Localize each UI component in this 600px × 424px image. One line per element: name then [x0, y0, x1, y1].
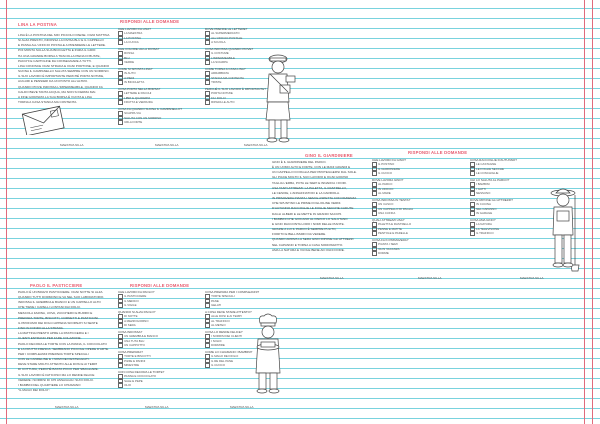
- answer-label: IL GIARDINIERE: [378, 166, 400, 171]
- envelope-icon: [20, 105, 66, 135]
- answer-label: LE FOGLIE SECCHE: [476, 166, 504, 171]
- rule-line: [0, 408, 600, 409]
- answer-label: IL TRAFFICO: [476, 231, 494, 236]
- answer-option: [118, 80, 213, 85]
- answer-label: IN AUTO: [124, 71, 136, 76]
- story-line: LA MATTINA PRESTO APRE LA PASTICCERIA E I: [18, 331, 89, 336]
- checkbox[interactable]: [205, 80, 210, 85]
- question-block: [118, 27, 213, 45]
- question-text: COSA INDOSSA?: [118, 330, 143, 334]
- postwoman-illustration: [258, 50, 298, 145]
- answer-label: ALLE DOSI E AI TEMPI: [211, 314, 242, 319]
- answer-label: L'IMPERMEABILE: [211, 55, 235, 60]
- answer-label: IL MAGO DEI DOLCI: [211, 354, 239, 359]
- checkbox[interactable]: [470, 191, 475, 196]
- answer-label: LA NATURA: [476, 222, 492, 227]
- answer-label: PENNE E MATITE: [378, 226, 402, 231]
- question-text: COSA INDOSSA IN TESTA?: [372, 198, 411, 202]
- answer-label: IL COSTUME: [211, 51, 229, 56]
- checkbox[interactable]: [372, 191, 377, 196]
- answer-label: LA MAESTRA: [124, 31, 143, 36]
- story-line: LINA È LA POSTINA DEL MIO PICCOLO PAESE. OGNI MATTINA: [18, 33, 110, 37]
- question-text: COSA RACCOGLIE D'AUTUNNO?: [470, 158, 517, 162]
- question-block: [118, 67, 213, 85]
- story-line: LE CESOIE, L'ANNAFFIATOIO E LA CARRIOLA.: [272, 190, 340, 195]
- answer-label: PIANTA I SEMI: [378, 242, 398, 247]
- question-text: COSA PREPARA?: [118, 350, 143, 354]
- answer-label: A PIEDI: [124, 75, 135, 80]
- checkbox[interactable]: [118, 363, 123, 368]
- answer-label: IN BICICLETTA: [124, 80, 145, 85]
- question-block: [470, 158, 565, 176]
- question-text: COSA PORTA NELLA BORSA?: [118, 87, 161, 91]
- answer-label: UN CAPPOTTO: [124, 343, 145, 348]
- checkbox[interactable]: [118, 40, 123, 45]
- checkbox[interactable]: [118, 80, 123, 85]
- section-title-paolo: PAOLO IL PASTICCIERE: [30, 283, 83, 288]
- answer-label: VERDE: [124, 60, 135, 65]
- footer-paolo-left: MAESTRA NILLA: [55, 405, 79, 409]
- answer-label: NEL CAPANNO: [476, 206, 497, 211]
- answer-label: I SORRISI DEI CLIENTI: [211, 334, 243, 339]
- rule-line: [0, 418, 600, 419]
- rule-line: [0, 398, 600, 399]
- story-line: CHE TIENE I CAPELLI LONTANI DAI DOLCI.: [18, 305, 81, 310]
- story-line: DI COTTURA, PERCHÉ BASTA POCO PER SBAGLIARE.: [18, 367, 99, 372]
- checkbox[interactable]: [118, 383, 123, 388]
- story-line: CLIENTI ENTRANO PER FARE COLAZIONE.: [18, 336, 82, 341]
- story-line: E LA FRUTTA FRESCA: SEMBRANO PICCOLE OPERE D'ARTE.: [18, 346, 109, 351]
- story-line: IN PRIMAVERA PIANTA I SEMI E ASPETTA CON PAZIENZA: [272, 196, 357, 201]
- story-line: MESCOLA FARINA, UOVA, ZUCCHERO E BURRO E: [18, 310, 93, 315]
- story-line: USA TANTI ATTREZZI: LA PALETTA, IL RASTRELLO,: [272, 185, 347, 190]
- answer-option: [118, 363, 213, 368]
- rule-line: [0, 288, 600, 289]
- question-text: QUALI ATTREZZI USA?: [372, 218, 405, 222]
- question-block: [118, 310, 213, 328]
- question-text: PERCHÉ IL SUO LAVORO È IMPORTANTE?: [205, 87, 266, 91]
- answer-label: PENTOLE E PADELLE: [378, 231, 408, 236]
- answer-label: LA TELEVISIONE: [476, 226, 500, 231]
- story-line: LINA CONOSCE OGNI STRADA E OGNI PORTONE, E QUANDO: [18, 63, 110, 68]
- story-line: E PASSA ALL'UFFICIO POSTALE A PRENDERE LE LETTERE.: [18, 43, 106, 48]
- answer-label: GELATI: [211, 303, 222, 308]
- story-line: INDOSSA IL GREMBIULE BIANCO E UN CAPPELLO ALTO: [18, 300, 101, 305]
- answer-label: AL TRAFFICO: [211, 318, 230, 323]
- footer-gino-mid: MAESTRA NILLA: [418, 276, 442, 280]
- checkbox[interactable]: [118, 343, 123, 348]
- margin-line-right-b: [592, 0, 593, 424]
- question-text: DOVE RIPONE GLI ATTREZZI?: [470, 198, 513, 202]
- story-line: FIORITO E BELLISSIMO DA VEDERE.: [272, 232, 327, 237]
- rule-line: [0, 278, 600, 279]
- story-line: I BAMBINI DEL QUARTIERE LO CHIAMANO: [18, 382, 81, 387]
- answer-label: LA CUOCA: [124, 40, 139, 45]
- rule-line: [0, 268, 600, 269]
- story-line: DEVE STARE MOLTO ATTENTO ALLE DOSI E AI TEMPI: [18, 362, 98, 367]
- story-line: A FINE GIORNATA LA SUA BORSA È VUOTA E LINA: [18, 94, 92, 99]
- answer-label: AL METEO: [211, 323, 226, 328]
- story-line: IL PROFUMO DEI DOLCI APPENA SFORNATI SI SENTE: [18, 320, 98, 325]
- answer-option: [118, 323, 213, 328]
- story-line: AMA LA NATURA E VUOLE BENE AD OGNI FIORE.: [272, 247, 345, 252]
- story-line: TAGLIA L'ERBA, POTA LE SIEPI E INNAFFIA I FIORI.: [272, 180, 347, 185]
- checkbox[interactable]: [372, 211, 377, 216]
- question-text: COSA LO RENDE FELICE?: [205, 330, 243, 334]
- answer-label: DORMIRE: [211, 343, 225, 348]
- question-block: [118, 47, 213, 65]
- question-block: [372, 238, 467, 256]
- story-line: D'AUTUNNO RACCOGLIE LE FOGLIE SECCHE CADUTE: [272, 206, 354, 211]
- story-line: GRAZIE A LUI IL PARCO È SEMPRE PULITO,: [272, 227, 337, 232]
- questions-title-paolo: RISPONDI ALLE DOMANDE: [130, 283, 190, 288]
- answer-label: IL PASTICCIERE: [124, 294, 147, 299]
- checkbox[interactable]: [118, 120, 123, 125]
- question-text: CHE COLORE HA LA DIVISA?: [118, 47, 160, 51]
- story-paolo: [18, 290, 109, 393]
- story-line: QUANDO ARRIVA LA SERA GINO RIPONE GLI ATTREZZI: [272, 237, 354, 242]
- story-line: NEL CAPANNO E TORNA A CASA SODDISFATTO.: [272, 242, 344, 247]
- answer-label: FRUTTA E VERDURA: [124, 100, 153, 105]
- answer-label: AL SUPERMERCATO: [211, 31, 240, 36]
- question-block: [372, 178, 467, 196]
- answer-label: I BAMBINI: [476, 182, 490, 187]
- story-line: POI MONTA SULLA SUA BICICLETTA E INIZIA IL GIRO:: [18, 48, 97, 53]
- answer-option: [118, 303, 213, 308]
- question-text: COME LO CHIAMANO I BAMBINI?: [205, 350, 253, 354]
- answer-label: TORTE E BISCOTTI: [124, 354, 151, 359]
- question-text: COSA PREPARA PER I COMPLEANNI?: [205, 290, 260, 294]
- pastry-chef-illustration: [248, 313, 288, 395]
- answer-label: IL CUOCO: [378, 171, 392, 176]
- rule-line: [0, 138, 600, 139]
- answer-label: I SOLDI: [211, 338, 222, 343]
- rule-line: [0, 108, 600, 109]
- question-block: [118, 350, 213, 368]
- question-block: [372, 158, 467, 176]
- answer-label: ROSSA: [124, 51, 135, 56]
- questions-title-lina: RISPONDI ALLE DOMANDE: [120, 19, 180, 24]
- story-line: CON LE CANDELINE E I NOMI DEI FESTEGGIATI.: [18, 357, 90, 362]
- question-block: [372, 198, 467, 216]
- story-line: CALDO BEVE TANTA ACQUA, MA NON SI FERMA MAI.: [18, 89, 97, 94]
- story-gino: [272, 160, 357, 253]
- question-block: [118, 107, 213, 125]
- answer-label: IL RE DEL PANE: [211, 358, 233, 363]
- story-lina: [18, 33, 109, 105]
- checkbox[interactable]: [205, 323, 210, 328]
- question-text: CHE LAVORO FA GINO?: [372, 158, 406, 162]
- checkbox[interactable]: [118, 303, 123, 308]
- checkbox[interactable]: [118, 323, 123, 328]
- checkbox[interactable]: [205, 343, 210, 348]
- answer-label: PORTA NOTIZIE: [211, 91, 233, 96]
- question-text: CON COSA DECORA LE TORTE?: [118, 370, 165, 374]
- question-block: [118, 370, 213, 388]
- question-text: CHE LAVORO FA PAOLO?: [118, 290, 155, 294]
- answer-label: OLIO: [124, 383, 132, 388]
- footer-lina-left: MAESTRA NILLA: [60, 143, 84, 147]
- answer-option: [118, 343, 213, 348]
- answer-label: UNA TUTA BLU: [124, 338, 145, 343]
- answer-label: I GATTI: [476, 186, 486, 191]
- answer-label: TRISTE: [211, 80, 222, 85]
- answer-label: A SCUOLA: [211, 40, 226, 45]
- question-text: COSA AMA GINO?: [470, 218, 496, 222]
- answer-option: [118, 40, 213, 45]
- question-block: [372, 218, 467, 236]
- checkbox[interactable]: [205, 40, 210, 45]
- answer-label: ARRABBIATA: [211, 71, 229, 76]
- answer-label: ALL'UFFICIO POSTALE: [211, 35, 243, 40]
- story-line: GINO È IL GIARDINIERE DEL PARCO.: [272, 160, 327, 164]
- answer-label: VA IN VACANZA: [378, 246, 400, 251]
- story-line: PREPARA TORTE, BISCOTTI, CORNETTI E PASTICCINI.: [18, 315, 99, 320]
- story-line: SUONA IL CAMPANELLO SALUTA SEMPRE CON UN SORRISO.: [18, 69, 110, 74]
- question-text: COSA INDOSSA QUANDO PIOVE?: [205, 47, 254, 51]
- answer-label: PANNA E CIOCCOLATO: [124, 374, 157, 379]
- checkbox[interactable]: [205, 303, 210, 308]
- margin-line-left: [6, 0, 7, 424]
- question-text: DOVE PRENDE LE LETTERE?: [205, 27, 248, 31]
- answer-label: LA POSTINA: [124, 35, 141, 40]
- answer-label: IL CUOCO: [211, 363, 225, 368]
- answer-option: [205, 303, 300, 308]
- checkbox[interactable]: [205, 60, 210, 65]
- story-line: GLI PIACE MOLTO IL SUO LAVORO E OGNI GIORNO: [272, 175, 349, 180]
- answer-label: AL MARE: [378, 191, 391, 196]
- margin-line-right-a: [584, 0, 585, 424]
- question-text: COME TORNA A CASA LINA?: [205, 67, 246, 71]
- story-line: PAOLO È UN BRAVO PASTICCIERE. OGNI NOTTE SI ALZA: [18, 290, 103, 294]
- answer-label: PANE: [211, 298, 219, 303]
- answer-option: [372, 171, 467, 176]
- story-line: È UN UOMO ALTO E FORTE, CON LE MANI GRANDI E: [272, 165, 351, 170]
- answer-label: LETTERE E PACCHI: [124, 91, 152, 96]
- answer-label: FA I DOLCI: [211, 95, 226, 100]
- question-block: [118, 87, 213, 105]
- question-block: [118, 290, 213, 308]
- checkbox[interactable]: [470, 231, 475, 236]
- story-line: PACCHI E CARTOLINE DA CONSEGNARE A TUTTI.: [18, 58, 92, 63]
- answer-label: URLA FORTE: [124, 120, 143, 125]
- rule-line: [0, 8, 600, 9]
- answer-label: DI NOTTE: [124, 314, 138, 319]
- question-text: QUANDO SI ALZA PAOLO?: [118, 310, 156, 314]
- answer-label: IN GARAGE: [476, 211, 493, 216]
- answer-option: [372, 231, 467, 236]
- answer-label: UN CASCO: [378, 202, 394, 207]
- footer-lina-mid: MAESTRA NILLA: [155, 143, 179, 147]
- story-line: PER I COMPLEANNI PREPARA TORTE SPECIALI: [18, 351, 89, 356]
- checkbox[interactable]: [372, 251, 377, 256]
- story-line: TORNA A CASA STANCA MA CONTENTA.: [18, 100, 78, 105]
- answer-label: AL PARCO: [378, 182, 393, 187]
- footer-paolo-right: MAESTRA NILLA: [230, 405, 254, 409]
- story-line: QUANDO PIOVE INDOSSA L'IMPERMEABILE, QUANDO FA: [18, 84, 103, 89]
- answer-option: [372, 251, 467, 256]
- question-block: [205, 27, 300, 45]
- answer-label: IL VIGILE: [124, 303, 137, 308]
- answer-label: DORME: [378, 251, 389, 256]
- section-title-gino: GINO IL GIARDINIERE: [305, 153, 353, 158]
- story-line: IL SUO LAVORO È IMPORTANTE PERCHÉ PORTA NOTIZIE,: [18, 74, 105, 79]
- checkbox[interactable]: [470, 211, 475, 216]
- answer-label: LE CASTAGNE: [476, 162, 497, 167]
- answer-option: [118, 383, 213, 388]
- answer-label: SCAPPA VIA: [124, 111, 141, 116]
- answer-label: UNA CUFFIA: [378, 211, 396, 216]
- answer-label: IL MEDICO: [124, 298, 139, 303]
- answer-label: STANCA MA CONTENTA: [211, 75, 244, 80]
- question-block: [118, 330, 213, 348]
- answer-option: [372, 191, 467, 196]
- question-text: A COSA DEVE STARE ATTENTO?: [205, 310, 252, 314]
- answer-option: [118, 120, 213, 125]
- section-title-lina: LINA LA POSTINA: [18, 22, 57, 27]
- answer-option: [372, 211, 467, 216]
- story-line: QUANDO TUTTI DORMONO E VA NEL SUO LABORATORIO.: [18, 295, 105, 300]
- story-line: VEDERE I SORRISI DI CHI ASSAGGIA I SUOI DOLCI.: [18, 377, 94, 382]
- checkbox[interactable]: [205, 100, 210, 105]
- answer-label: DI SERA: [124, 323, 136, 328]
- checkbox[interactable]: [470, 171, 475, 176]
- story-line: CHE SPUNTINO LE PRIME FOGLIOLINE VERDI.: [272, 201, 342, 206]
- answer-label: PALETTA E RASTRELLO: [378, 222, 412, 227]
- rule-line: [0, 18, 600, 19]
- answer-label: LE CONCHIGLIE: [476, 171, 499, 176]
- answer-label: NESSUNO: [476, 191, 491, 196]
- question-text: COSA FA IN PRIMAVERA?: [372, 238, 409, 242]
- rule-line: [0, 148, 600, 149]
- footer-lina-right: MAESTRA NILLA: [244, 143, 268, 147]
- answer-label: MINESTRE: [124, 363, 140, 368]
- questions-title-gino: RISPONDI ALLE DOMANDE: [408, 150, 468, 155]
- story-line: SI ALZA PRESTO, INDOSSA LA DIVISA BLU E IL CAPPELLO: [18, 38, 104, 43]
- question-text: CHE LAVORO FA LINA?: [118, 27, 151, 31]
- answer-label: UN GREMBIULE BIANCO: [124, 334, 158, 339]
- story-line: UN CAPPELLO DI PAGLIA PER PROTEGGERSI DAL SOLE.: [272, 170, 357, 175]
- answer-option: [470, 171, 565, 176]
- checkbox[interactable]: [118, 100, 123, 105]
- question-text: COME SI SPOSTA LINA?: [118, 67, 153, 71]
- rule-line: [0, 128, 600, 129]
- answer-label: UN CAPPELLO DI PAGLIA: [378, 206, 414, 211]
- question-text: CHI LO SALUTA AL PARCO?: [470, 178, 510, 182]
- answer-label: SALE E PEPE: [124, 378, 143, 383]
- story-line: FINO IN FONDO ALLA STRADA.: [18, 326, 64, 331]
- answer-label: BLU: [124, 55, 130, 60]
- story-line: PAOLO DECORA LE TORTE CON LA PANNA, IL CIOCCOLATO: [18, 341, 107, 346]
- story-line: HA UNA GRANDE BORSA A TRACOLLA PIENA DI BUSTE,: [18, 53, 101, 58]
- answer-label: A MEZZOGIORNO: [124, 318, 149, 323]
- story-line: E GINO RACCONTA LORO I NOMI DELLE PIANTE.: [272, 221, 345, 226]
- answer-label: PIZZE E PANINI: [124, 358, 146, 363]
- answer-option: [118, 60, 213, 65]
- answer-label: RIPARA LE AUTO: [211, 100, 235, 105]
- answer-label: LIBRI E QUADERNI: [124, 95, 151, 100]
- story-line: "IL MAGO DEI DOLCI".: [18, 387, 51, 392]
- question-text: DOVE LAVORA GINO?: [372, 178, 404, 182]
- story-line: I BAMBINI CHE GIOCANO AL PARCO LO SALUTANO: [272, 216, 348, 221]
- answer-label: IL POSTINO: [378, 162, 395, 167]
- footer-gino-right: MAESTRA NILLA: [520, 276, 544, 280]
- gardener-illustration: [545, 185, 581, 275]
- answer-label: TORTE SPECIALI: [211, 294, 235, 299]
- checkbox[interactable]: [372, 171, 377, 176]
- question-text: COSA FA QUANDO SUONA IL CAMPANELLO?: [118, 107, 183, 111]
- story-line: IL SUO LAVORO È FATICOSO MA LO RENDE FELICE: [18, 372, 95, 377]
- footer-paolo-mid: MAESTRA NILLA: [145, 405, 169, 409]
- footer-gino-left: MAESTRA NILLA: [320, 276, 344, 280]
- answer-label: LA SCIARPA: [211, 60, 228, 65]
- checkbox[interactable]: [205, 363, 210, 368]
- checkbox[interactable]: [118, 60, 123, 65]
- answer-option: [205, 40, 300, 45]
- answer-option: [118, 100, 213, 105]
- answer-label: IN CUCINA: [476, 202, 491, 207]
- answer-label: IN UFFICIO: [378, 186, 394, 191]
- story-line: AUGURI E PENSIERI DA UN POSTO ALL'ALTRO.: [18, 79, 88, 84]
- answer-label: SALUTA CON UN SORRISO: [124, 115, 162, 120]
- rule-line: [0, 28, 600, 29]
- rule-line: [0, 258, 600, 259]
- question-block: [205, 290, 300, 308]
- checkbox[interactable]: [372, 231, 377, 236]
- story-line: DAGLI ALBERI E LE METTE IN GRANDI SACCHI.: [272, 211, 343, 216]
